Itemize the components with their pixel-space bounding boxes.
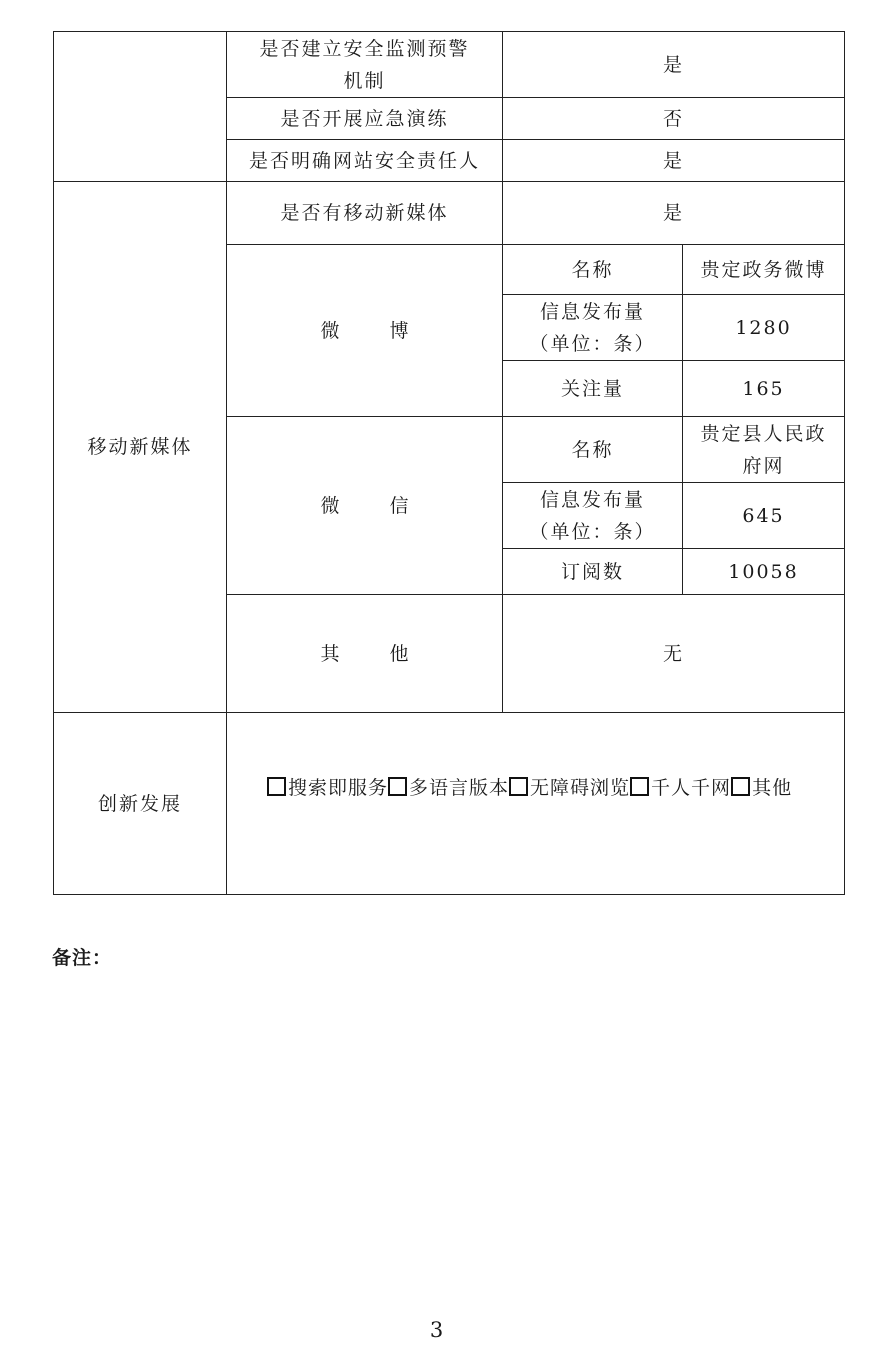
checkbox-icon	[388, 777, 407, 796]
monitoring-label: 是否建立安全监测预警机制	[227, 32, 503, 98]
checkbox-icon	[630, 777, 649, 796]
wechat-name-value: 贵定县人民政府网	[683, 417, 845, 483]
weibo-follow-value: 165	[683, 361, 845, 417]
weibo-name-label: 名称	[503, 245, 683, 295]
note-label: 备注：	[52, 947, 113, 969]
weibo-label: 微 博	[227, 245, 503, 417]
page-number: 3	[429, 1318, 444, 1342]
option-multilanguage[interactable]: 多语言版本	[388, 777, 509, 799]
responsible-label: 是否明确网站安全责任人	[227, 140, 503, 182]
wechat-subs-value: 10058	[683, 549, 845, 595]
security-section-cell	[54, 32, 227, 182]
other-label: 其 他	[227, 595, 503, 713]
option-personalized[interactable]: 千人千网	[630, 777, 731, 799]
has-media-value: 是	[503, 182, 845, 245]
wechat-label: 微 信	[227, 417, 503, 595]
weibo-name-value: 贵定政务微博	[683, 245, 845, 295]
has-media-label: 是否有移动新媒体	[227, 182, 503, 245]
report-table	[53, 31, 845, 895]
checkbox-icon	[267, 777, 286, 796]
wechat-posts-value: 645	[683, 483, 845, 549]
innovation-options	[227, 713, 845, 895]
drill-value: 否	[503, 98, 845, 140]
wechat-name-label: 名称	[503, 417, 683, 483]
weibo-posts-label: 信息发布量（单位：条）	[503, 295, 683, 361]
weibo-follow-label: 关注量	[503, 361, 683, 417]
option-search-service[interactable]: 搜索即服务	[267, 777, 388, 799]
monitoring-value: 是	[503, 32, 845, 98]
responsible-value: 是	[503, 140, 845, 182]
other-value: 无	[503, 595, 845, 713]
checkbox-icon	[731, 777, 750, 796]
drill-label: 是否开展应急演练	[227, 98, 503, 140]
weibo-posts-value: 1280	[683, 295, 845, 361]
wechat-posts-label: 信息发布量（单位：条）	[503, 483, 683, 549]
mobile-section-label: 移动新媒体	[54, 182, 227, 713]
option-other[interactable]: 其他	[731, 777, 792, 799]
wechat-subs-label: 订阅数	[503, 549, 683, 595]
checkbox-icon	[509, 777, 528, 796]
option-accessibility[interactable]: 无障碍浏览	[509, 777, 630, 799]
innovation-section-label: 创新发展	[54, 713, 227, 895]
